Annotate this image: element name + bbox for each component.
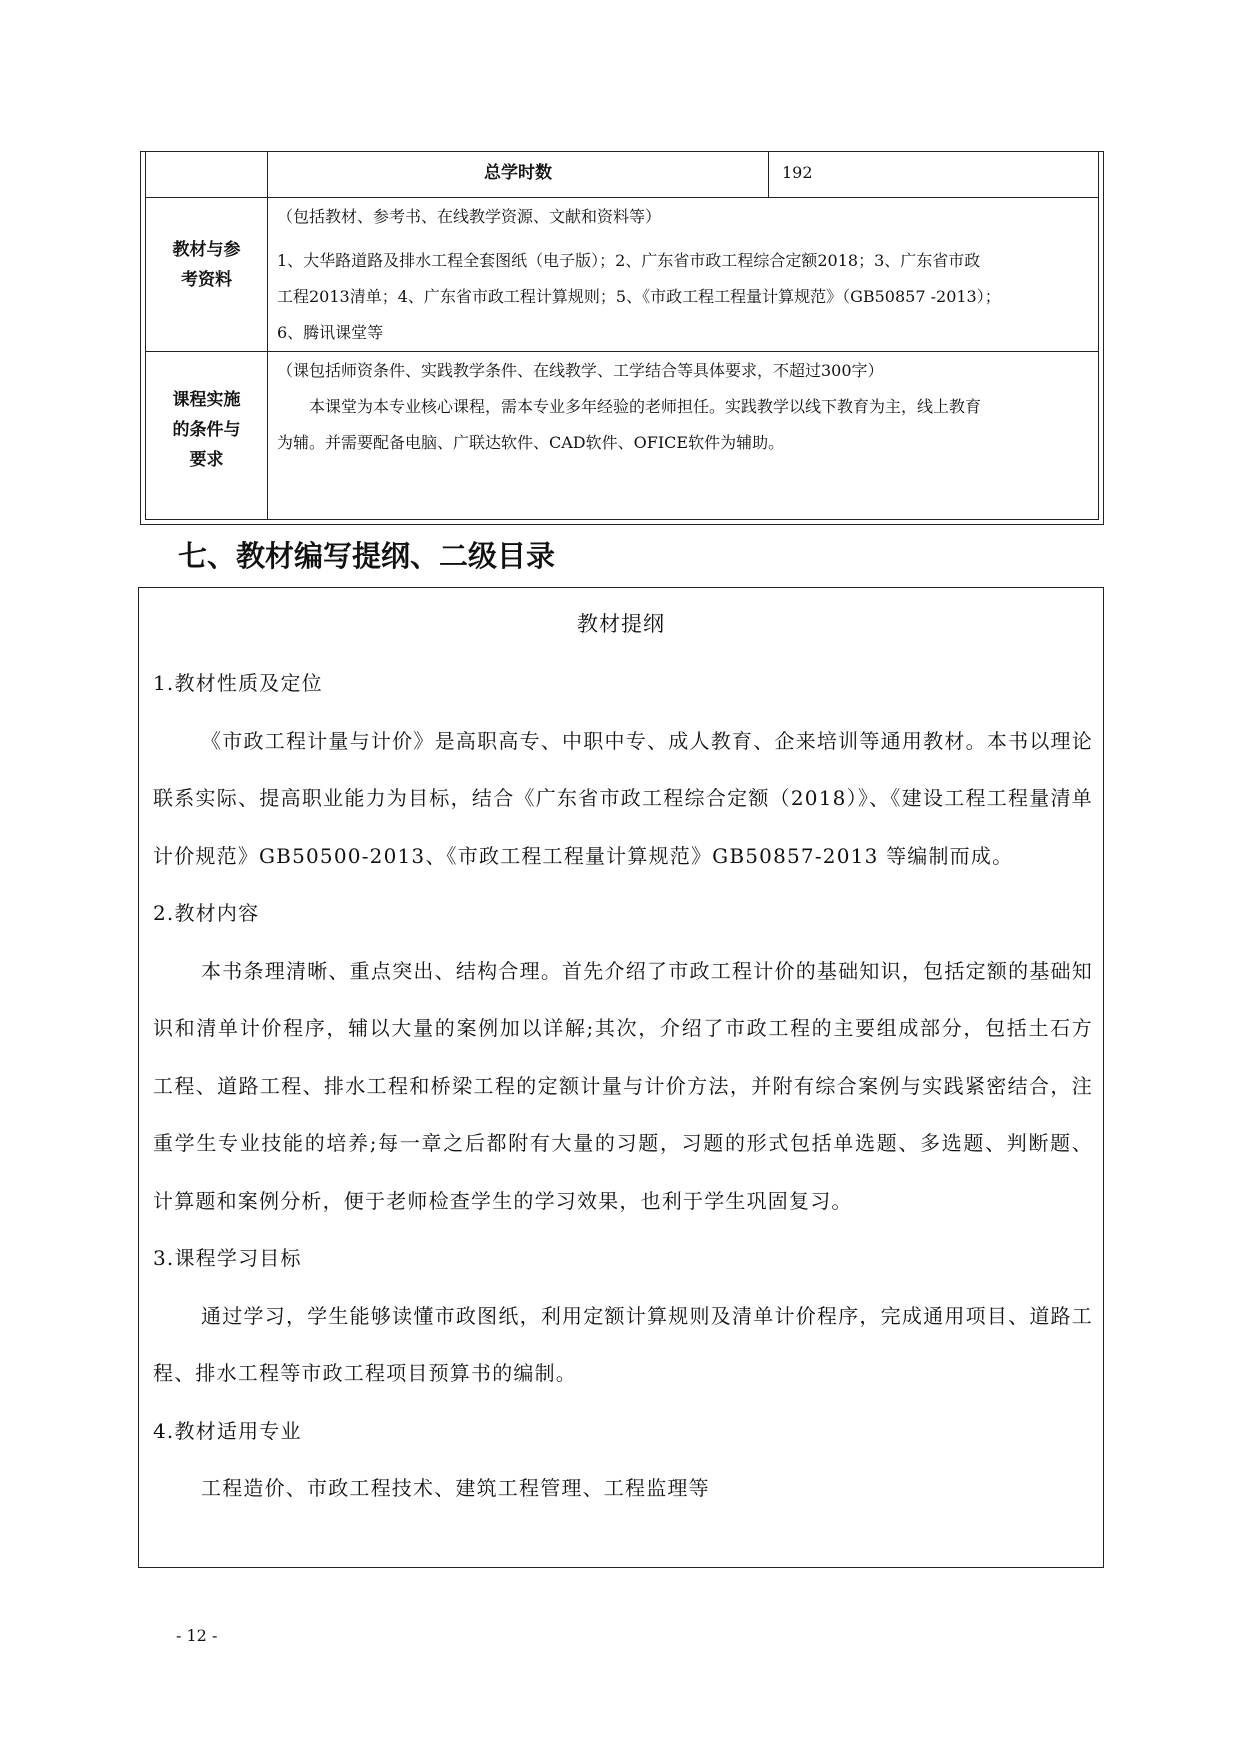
row-divider (146, 197, 1098, 198)
textbook-line: 工程2013清单；4、广东省市政工程计算规则；5、《市政工程工程量计算规范》（GB50857 -2013）； (277, 287, 1001, 306)
label-line: 考资料 (181, 270, 232, 290)
section-4-title: 4.教材适用专业 (153, 1418, 302, 1443)
textbook-outline-box (138, 587, 1104, 1568)
section-4-text: 工程造价、市政工程技术、建筑工程管理、工程监理等 (201, 1476, 710, 1500)
textbook-content (277, 199, 1101, 351)
label-line: 教材与参 (172, 240, 241, 260)
section-3-text: 通过学习，学生能够读懂市政图纸，利用定额计算规则及清单计价程序，完成通用项目、道路工程、排水工程等市政工程项目预算书的编制。 (153, 1303, 1093, 1385)
column-divider (267, 152, 268, 519)
textbook-label (146, 235, 267, 295)
conditions-note: （课包括师资条件、实践教学条件、在线教学、工学结合等具体要求，不超过300字） (277, 361, 884, 380)
textbook-note: （包括教材、参考书、在线教学资源、文献和资料等） (277, 207, 662, 226)
row-divider (146, 351, 1098, 352)
conditions-content (277, 353, 1101, 461)
section-heading: 七、教材编写提纲、二级目录 (178, 539, 556, 573)
textbook-line: 1、大华路道路及排水工程全套图纸（电子版）；2、广东省市政工程综合定额2018；3、广东省市政 (277, 251, 981, 270)
conditions-line: 为辅。并需要配备电脑、广联达软件、CAD软件、OFICE软件为辅助。 (277, 433, 785, 452)
course-info-table (140, 151, 1104, 525)
label-line: 课程实施 (172, 390, 241, 410)
page-number: - 12 - (176, 1626, 218, 1645)
outline-body (153, 655, 1093, 1518)
total-hours-label: 总学时数 (484, 163, 552, 183)
section-2-title: 2.教材内容 (153, 901, 260, 925)
textbook-line: 6、腾讯课堂等 (277, 323, 384, 342)
total-hours-value: 192 (782, 163, 813, 182)
section-1-text: 《市政工程计量与计价》是高职高专、中职中专、成人教育、企来培训等通用教材。本书以理论联系实际、提高职业能力为目标，结合《广东省市政工程综合定额（2018）》、《建设工程工程量清单计价规范》GB50500-2013、《市政工程工程量计算规范》GB50857-2013 等编制而成。 (153, 728, 1093, 868)
outline-title: 教材提纲 (577, 612, 665, 636)
column-divider-hours (768, 152, 769, 197)
conditions-label (146, 385, 267, 475)
section-2-text: 本书条理清晰、重点突出、结构合理。首先介绍了市政工程计价的基础知识，包括定额的基础知识和清单计价程序，辅以大量的案例加以详解;其次，介绍了市政工程的主要组成部分，包括土石方工程、道路工程、排水工程和桥梁工程的定额计量与计价方法，并附有综合案例与实践紧密结合，注重学生专业技能的培养;每一章之后都附有大量的习题，习题的形式包括单选题、多选题、判断题、计算题和案例分析，便于老师检查学生的学习效果，也利于学生巩固复习。 (153, 958, 1093, 1213)
table-inner-border (145, 152, 1099, 520)
label-line: 的条件与 (172, 420, 241, 440)
section-1-title: 1.教材性质及定位 (153, 671, 323, 695)
section-3-title: 3.课程学习目标 (153, 1246, 302, 1270)
conditions-line: 本课堂为本专业核心课程，需本专业多年经验的老师担任。实践教学以线下教育为主，线上教育 (309, 397, 982, 416)
label-line: 要求 (189, 450, 224, 470)
